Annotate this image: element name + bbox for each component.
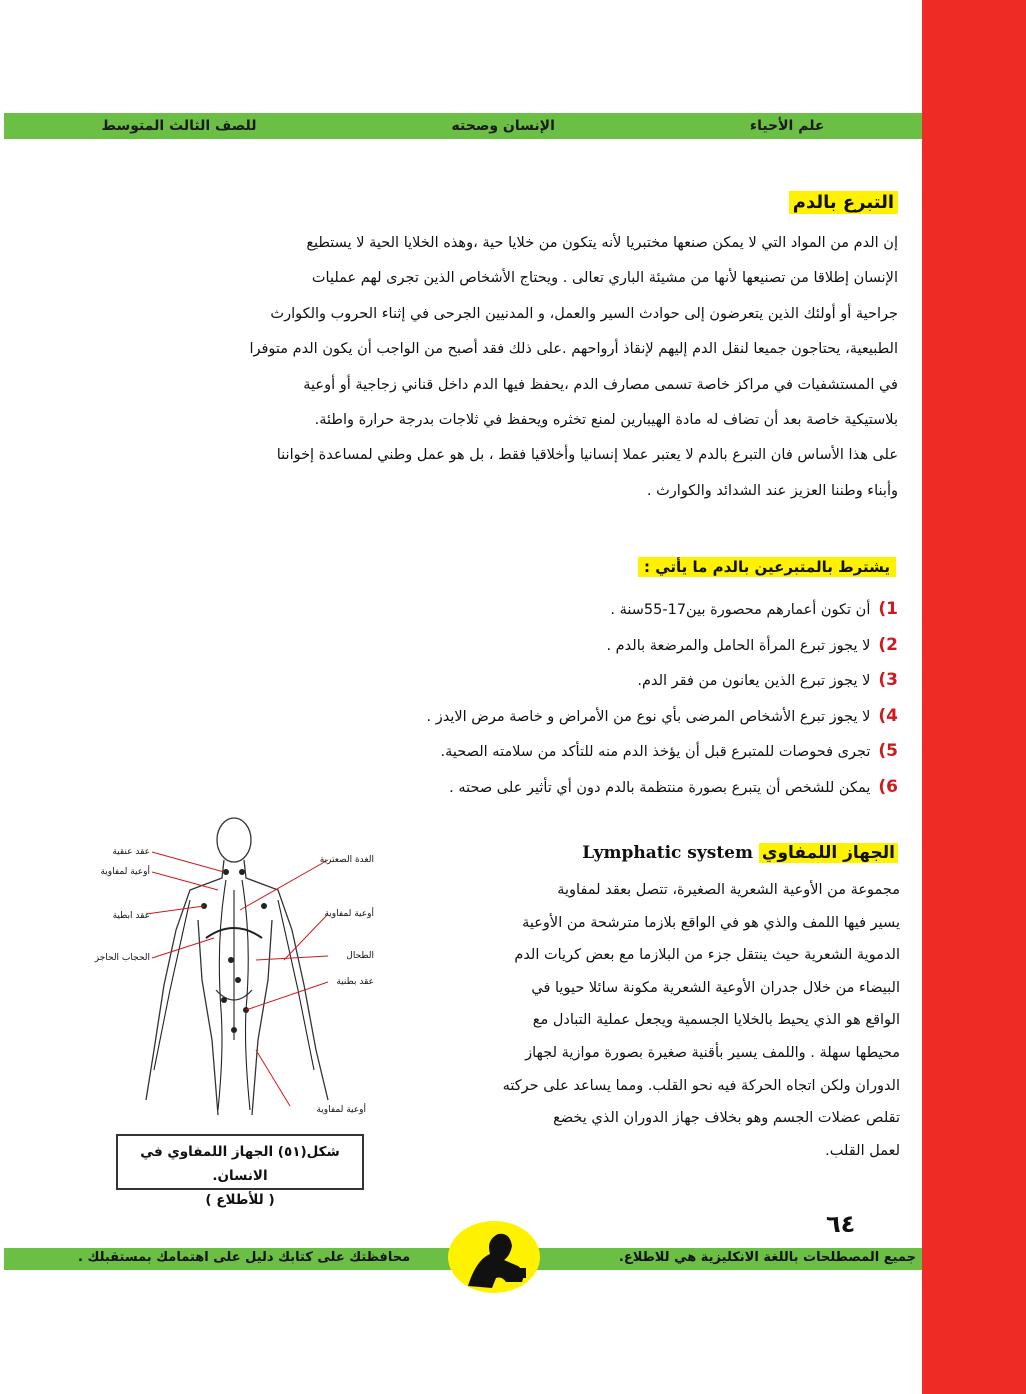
- footer-right-text: جميع المصطلحات باللغة الانكليزية هي للاطلاع.: [618, 1250, 916, 1265]
- item-text: يمكن للشخص أن يتبرع بصورة منتظمة بالدم دون أي تأثير على صحته .: [449, 779, 871, 796]
- paragraph-line: محيطها سهلة . واللمف يسير بأقنية صغيرة بصورة موازية لجهاز: [525, 1044, 900, 1061]
- section-title-blood-donation: التبرع بالدم: [789, 191, 898, 214]
- paragraph-line: الدموية الشعرية حيث ينتقل جزء من البلازما مع بعض كريات الدم: [514, 947, 900, 964]
- figure-label: أوعية لمفاوية: [316, 1105, 366, 1115]
- paragraph-line: جراحية أو أولئك الذين يتعرضون إلى حوادث السير والعمل، و المدنيين الجرحى في إثناء الحروب والكوارث: [270, 305, 898, 322]
- item-number: 5): [878, 741, 898, 762]
- side-red-band: [922, 0, 1026, 1394]
- figure-label: عقد بطنية: [336, 977, 374, 987]
- reader-logo-icon: [446, 1220, 542, 1294]
- item-text: لا يجوز تبرع الأشخاص المرضى بأي نوع من الأمراض و خاصة مرض الايدز .: [426, 708, 871, 725]
- figure-label: أوعية لمفاوية: [100, 867, 150, 877]
- paragraph-line: البيضاء من خلال جدران الأوعية الشعرية مكونة سائلا حيويا في: [531, 979, 900, 996]
- paragraph-line: يسير فيها اللمف والذي هو في الواقع بلازما مترشحة من الأوعية: [522, 914, 900, 931]
- list-item: [178, 770, 898, 806]
- paragraph-line: الطبيعية، يحتاجون جميعا لنقل الدم إليهم لإنقاذ أرواحهم .على ذلك فقد أصبح من الواجب أن يكون الدم متوفرا: [249, 341, 898, 358]
- list-item: [178, 663, 898, 699]
- figure-label: أوعية لمفاوية: [324, 909, 374, 919]
- list-item: [178, 628, 898, 664]
- figure-label: الحجاب الحاجز: [94, 953, 150, 963]
- blood-donation-paragraph: [102, 226, 898, 509]
- item-number: 4): [878, 705, 898, 726]
- paragraph-line: تقلص عضلات الجسم وهو بخلاف جهاز الدوران الذي يخضع: [553, 1110, 900, 1127]
- page-number: ٦٤: [826, 1210, 856, 1238]
- figure-label: عقد ابطية: [112, 911, 150, 921]
- figure-caption: [116, 1134, 364, 1208]
- item-number: 3): [878, 670, 898, 691]
- figure-label: عقد عنقية: [112, 847, 150, 857]
- paragraph-line: لعمل القلب.: [825, 1142, 900, 1159]
- lymphatic-paragraph: [408, 874, 900, 1167]
- caption-line: ( للأطلاع ): [205, 1192, 275, 1208]
- list-item: [178, 592, 898, 628]
- item-text: لا يجوز تبرع الذين يعانون من فقر الدم.: [637, 673, 871, 690]
- lymphatic-title-en: Lymphatic system: [582, 843, 753, 863]
- header-unit: الإنسان وصحته: [451, 118, 555, 134]
- header-grade: للصف الثالث المتوسط: [101, 118, 257, 134]
- footer-left-text: محافظتك على كتابك دليل على اهتمامك بمستقبلك .: [78, 1250, 411, 1265]
- item-text: تجرى فحوصات للمتبرع قبل أن يؤخذ الدم منه للتأكد من سلامته الصحية.: [440, 744, 871, 761]
- lymphatic-title-ar: الجهاز اللمفاوي: [759, 843, 898, 863]
- paragraph-line: بلاستيكية خاصة بعد أن تضاف له مادة الهيبارين لمنع تخثره ويحفظ في ثلاجات بدرجة حرارة واطئة.: [314, 412, 898, 429]
- paragraph-line: إن الدم من المواد التي لا يمكن صنعها مختبريا لأنه يتكون من خلايا حية ،وهذه الخلايا الحية لا يستطيع: [306, 235, 898, 251]
- list-item: [178, 734, 898, 770]
- item-number: 6): [878, 776, 898, 797]
- item-number: 2): [878, 634, 898, 655]
- figure-label: الغدة الصعترية: [319, 855, 374, 865]
- caption-line: شكل(٥١) الجهاز اللمفاوي في الانسان.: [140, 1144, 340, 1184]
- paragraph-line: الدوران ولكن اتجاه الحركة فيه نحو القلب. ومما يساعد على حركته: [502, 1077, 900, 1094]
- paragraph-line: الإنسان إطلاقا من تصنيعها لأنها من مشيئة الباري تعالى . ويحتاج الأشخاص الذين تجرى لهم عمليات: [311, 270, 898, 287]
- paragraph-line: وأبناء وطننا العزيز عند الشدائد والكوارث .: [646, 482, 898, 499]
- paragraph-line: على هذا الأساس فان التبرع بالدم لا يعتبر عملا إنسانيا وأخلاقيا فقط ، بل هو عمل وطني لمساعدة إخواننا: [276, 447, 898, 464]
- figure-label: الطحال: [346, 951, 374, 961]
- paragraph-line: الواقع هو الذي يحيط بالخلايا الجسمية ويجعل عملية التبادل مع: [532, 1012, 900, 1029]
- conditions-title: يشترط بالمتبرعين بالدم ما يأتي :: [638, 557, 896, 577]
- body-outline-icon: [146, 818, 328, 1115]
- paragraph-line: في المستشفيات في مراكز خاصة تسمى مصارف الدم ،يحفظ فيها الدم داخل قناني زجاجية أو أوعية: [303, 376, 898, 393]
- item-number: 1): [878, 599, 898, 619]
- list-item: [178, 699, 898, 735]
- header-bar: [4, 113, 922, 139]
- conditions-list: [178, 592, 898, 806]
- lymphatic-title: [582, 843, 898, 863]
- item-text: لا يجوز تبرع المرأة الحامل والمرضعة بالدم .: [606, 637, 871, 654]
- header-subject: علم الأحياء: [749, 118, 825, 134]
- item-text: أن تكون أعمارهم محصورة بين17-55سنة .: [610, 602, 871, 618]
- lymphatic-system-figure: [94, 810, 376, 1125]
- paragraph-line: مجموعة من الأوعية الشعرية الصغيرة، تتصل بعقد لمفاوية: [557, 882, 900, 898]
